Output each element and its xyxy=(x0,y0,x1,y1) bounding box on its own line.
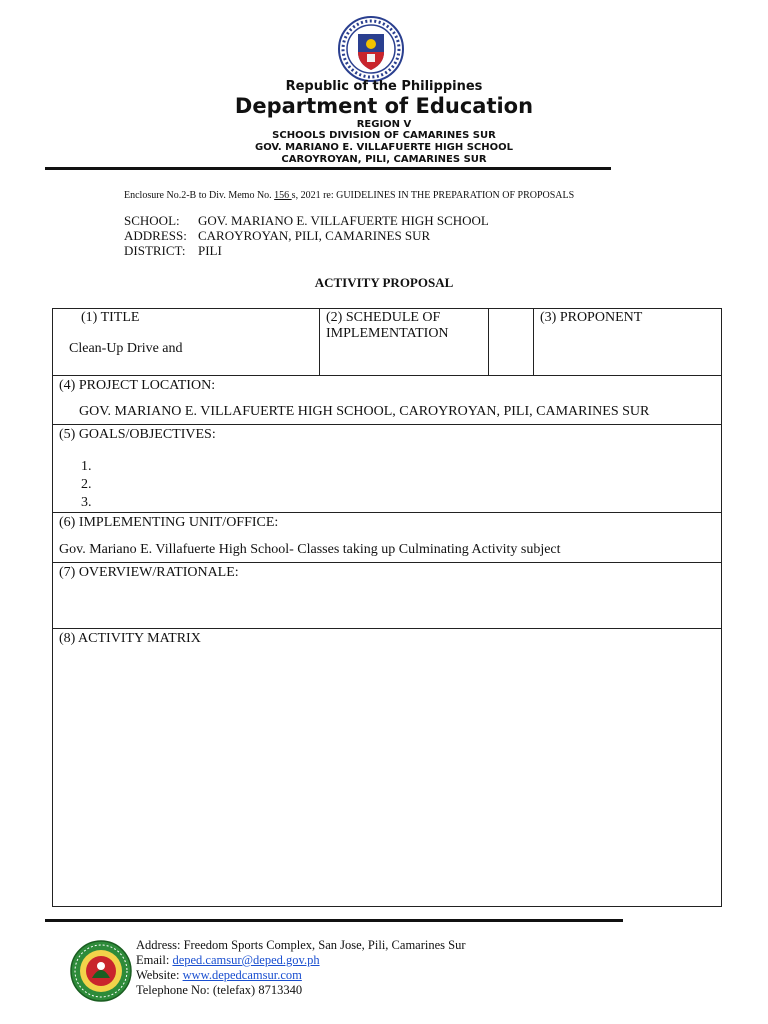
website-link[interactable]: www.depedcamsur.com xyxy=(182,968,302,982)
district-label: DISTRICT: xyxy=(124,243,186,258)
unit-label: (6) IMPLEMENTING UNIT/OFFICE: xyxy=(59,515,279,530)
footer-contact xyxy=(136,938,466,998)
republic-heading: Republic of the Philippines xyxy=(285,79,483,94)
enclosure-line xyxy=(124,190,574,201)
website-label: Website: xyxy=(136,968,183,982)
location-label: (4) PROJECT LOCATION: xyxy=(59,378,216,393)
division-heading: SCHOOLS DIVISION OF CAMARINES SUR xyxy=(272,130,496,141)
goal-item: 1. xyxy=(81,459,92,474)
enclosure-suffix: s, 2021 re: GUIDELINES IN THE PREPARATION OF PROPOSALS xyxy=(291,190,575,201)
location-cell xyxy=(53,376,722,425)
email-link[interactable]: deped.camsur@deped.gov.ph xyxy=(172,953,320,967)
proponent-cell xyxy=(534,309,722,376)
goals-label: (5) GOALS/OBJECTIVES: xyxy=(59,427,216,442)
deped-seal-icon xyxy=(338,16,404,82)
title-value: Clean-Up Drive and xyxy=(69,341,183,356)
school-value: GOV. MARIANO E. VILLAFUERTE HIGH SCHOOL xyxy=(198,213,489,228)
location-heading: CAROYROYAN, PILI, CAMARINES SUR xyxy=(281,154,487,165)
department-heading: Department of Education xyxy=(234,94,534,118)
footer-telephone: Telephone No: (telefax) 8713340 xyxy=(136,983,303,997)
memo-number: 156 xyxy=(274,190,292,201)
schedule-cell xyxy=(320,309,489,376)
footer-address: Address: Freedom Sports Complex, San Jose, Pili, Camarines Sur xyxy=(136,938,466,952)
school-info xyxy=(124,213,489,258)
unit-value: Gov. Mariano E. Villafuerte High School- Classes taking up Culminating Activity subject xyxy=(59,542,561,557)
schedule-extra-cell xyxy=(489,309,534,376)
email-label: Email: xyxy=(136,953,173,967)
division-logo-icon xyxy=(70,940,132,1002)
form-title: ACTIVITY PROPOSAL xyxy=(314,275,454,290)
enclosure-prefix: Enclosure No.2-B to Div. Memo No. xyxy=(124,190,272,201)
matrix-cell xyxy=(53,629,722,907)
matrix-label: (8) ACTIVITY MATRIX xyxy=(59,631,201,646)
activity-proposal-table xyxy=(52,308,722,907)
proponent-label: (3) PROPONENT xyxy=(540,310,643,325)
location-value: GOV. MARIANO E. VILLAFUERTE HIGH SCHOOL, CAROYROYAN, PILI, CAMARINES SUR xyxy=(79,404,650,419)
address-label: ADDRESS: xyxy=(124,228,187,243)
district-value: PILI xyxy=(198,243,222,258)
footer-divider xyxy=(45,919,623,922)
address-value: CAROYROYAN, PILI, CAMARINES SUR xyxy=(198,228,431,243)
school-label: SCHOOL: xyxy=(124,213,180,228)
goals-cell xyxy=(53,425,722,513)
goal-item: 3. xyxy=(81,495,92,510)
title-cell xyxy=(53,309,320,376)
schedule-label: (2) SCHEDULE OF IMPLEMENTATION xyxy=(326,310,449,341)
overview-cell xyxy=(53,563,722,629)
region-heading: REGION V xyxy=(356,119,412,130)
unit-cell xyxy=(53,513,722,563)
goal-item: 2. xyxy=(81,477,92,492)
title-label: (1) TITLE xyxy=(81,310,140,325)
school-heading: GOV. MARIANO E. VILLAFUERTE HIGH SCHOOL xyxy=(254,142,514,153)
header-divider xyxy=(45,167,611,170)
overview-label: (7) OVERVIEW/RATIONALE: xyxy=(59,565,239,580)
